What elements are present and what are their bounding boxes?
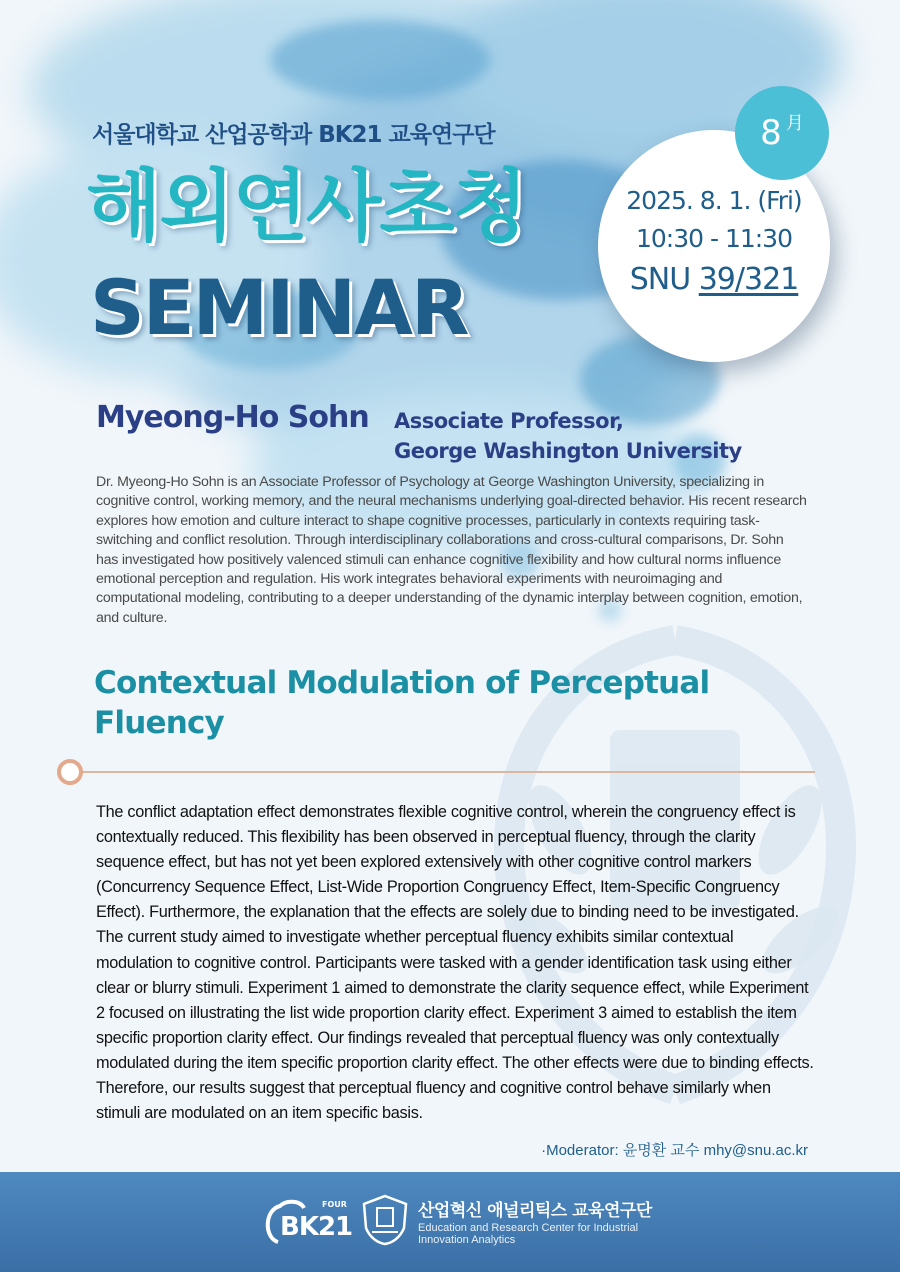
talk-abstract: The conflict adaptation effect demonstrates flexible cognitive control, wherein the congruency effect is contextually reduced. This flexibility has been observed in perceptual fluency, through the clarity sequence effect, but has not yet been explored extensively with other cognitive control markers (Concurrency Sequence Effect, List-Wide Proportion Congruency Effect, Item-Specific Congruency Effect). Furthermore, the explanation that the effects are solely due to binding need to be investigated. The current study aimed to investigate whether perceptual fluency exhibits similar contextual modulation to cognitive control. Participants were tasked with a gender identification task using either clear or blurry stimuli. Experiment 1 aimed to demonstrate the clarity sequence effect, while Experiment 2 focused on illustrating the list wide proportion clarity effect. Experiment 3 aimed to establish the item specific proportion clarity effect. Our findings revealed that perceptual fluency was only contextually modulated during the item specific proportion clarity effect. The other effects were due to binding effects. Therefore, our results suggest that perceptual fluency and cognitive control behave similarly when stimuli are modulated on an item specific basis. [96,803,814,1123]
footer-bar [0,1172,900,1272]
speaker-name: Myeong-Ho Sohn [96,400,369,435]
divider-dot [57,759,83,785]
speaker-bio: Dr. Myeong-Ho Sohn is an Associate Professor of Psychology at George Washington University, specializing in cognitive control, working memory, and the neural mechanisms underlying goal-directed behavior. His recent research explores how emotion and culture interact to shape cognitive processes, particularly in contexts requiring task-switching and conflict resolution. Through interdisciplinary collaborations and cross-cultural comparisons, Dr. Sohn has investigated how positively valenced stimuli can enhance cognitive flexibility and how cultural norms influence emotional perception and regulation. His work integrates behavioral experiments with neuroimaging and computational modeling, contributing to a deeper understanding of the dynamic interplay between cognition, emotion, and culture. [96,474,807,626]
section-divider [82,771,815,773]
bk-four-label: FOUR [322,1200,347,1209]
month-number: 8 [760,113,782,153]
center-name-korean: 산업혁신 애널리틱스 교육연구단 [418,1201,652,1221]
snu-seal-icon [360,1194,410,1246]
month-char: 月 [785,113,804,134]
title-korean: 해외연사초청 [86,162,527,252]
speaker-position: Associate Professor, [394,409,624,433]
event-time: 10:30 - 11:30 [635,224,792,253]
bk21-text: BK21 [280,1212,353,1242]
title-english: SEMINAR [90,263,468,352]
organizer-subtitle: 서울대학교 산업공학과 BK21 교육연구단 [92,122,495,148]
event-place [598,262,830,297]
place-prefix: SNU [629,262,691,297]
place-room: 39/321 [698,262,799,297]
month-badge [735,86,829,180]
event-date: 2025. 8. 1. (Fri) [626,186,802,215]
center-name-english: Education and Research Center for Industrial Innovation Analytics [418,1222,639,1246]
talk-title: Contextual Modulation of Perceptual Fluency [94,665,710,741]
speaker-affiliation [394,406,742,466]
moderator-info: ·Moderator: 윤명환 교수 mhy@snu.ac.kr [541,1142,808,1159]
speaker-institution: George Washington University [394,439,742,463]
